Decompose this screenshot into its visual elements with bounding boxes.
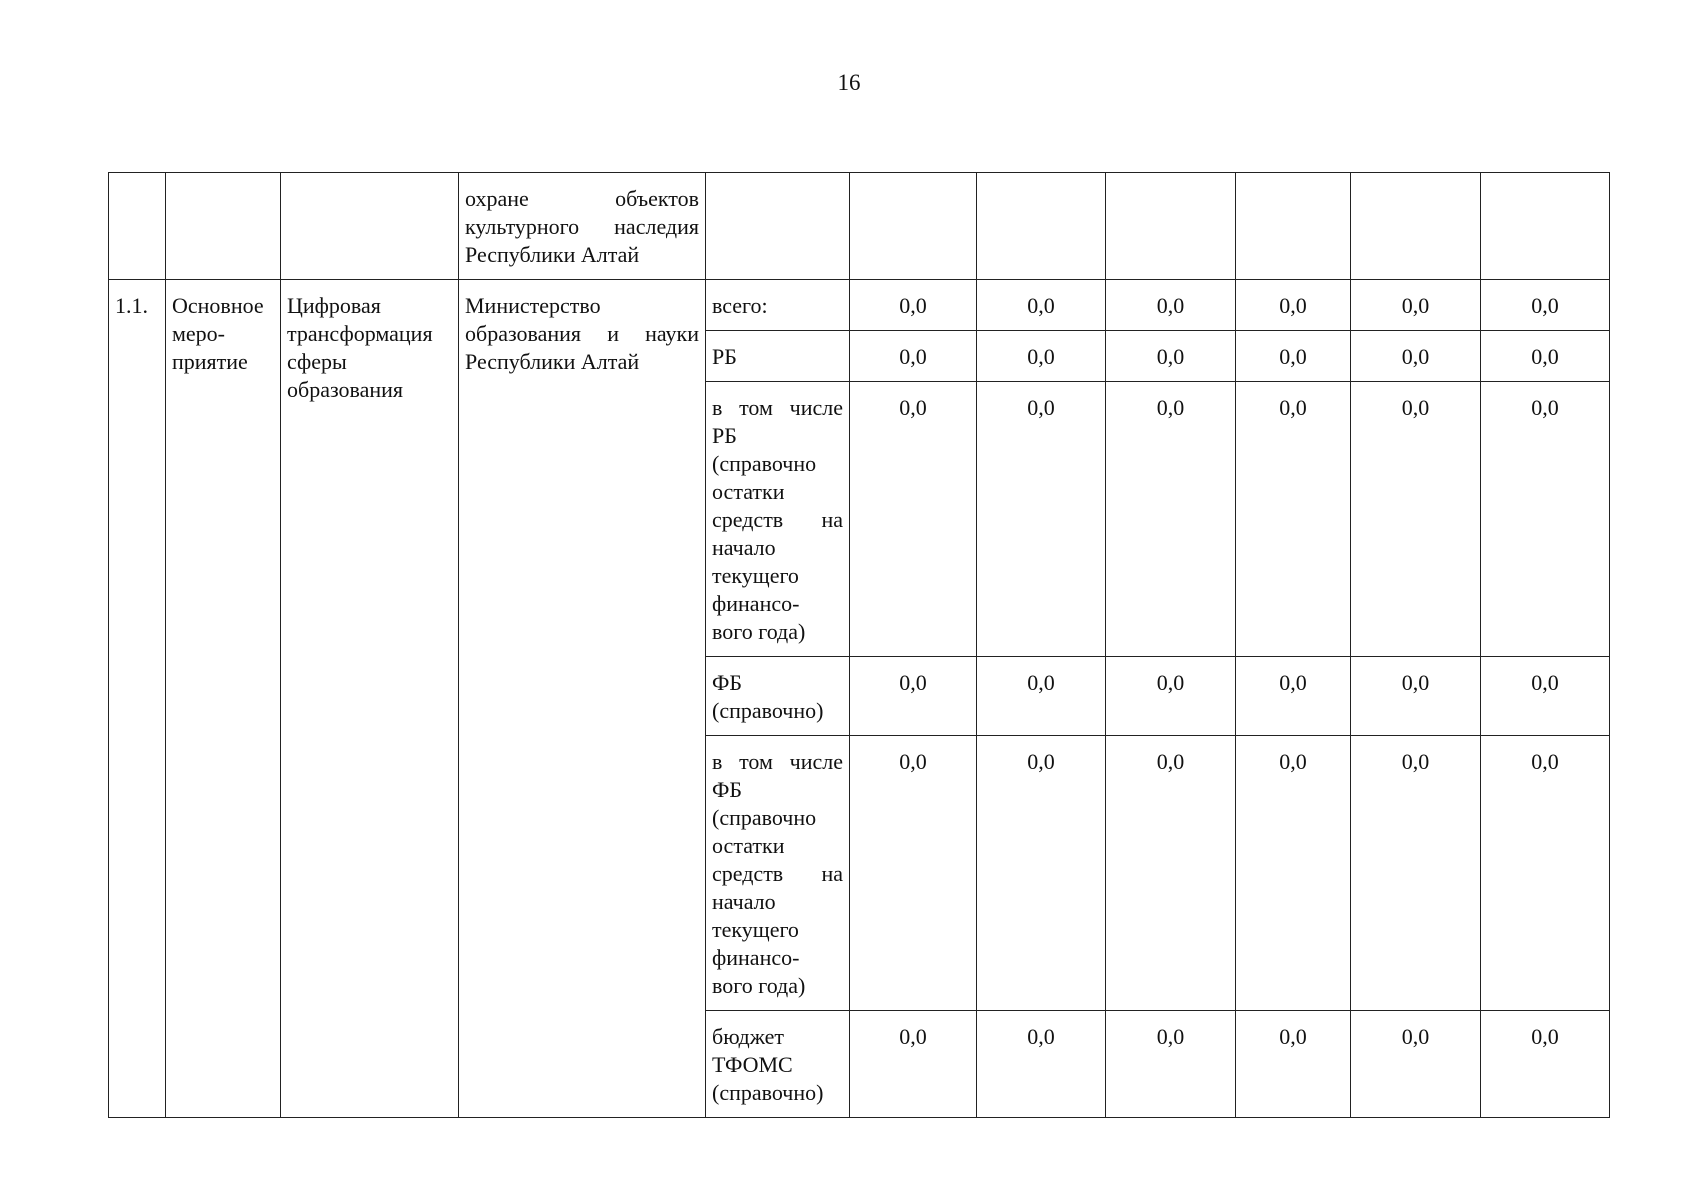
value-cell: 0,0: [977, 657, 1106, 736]
value-cell: 0,0: [1481, 1011, 1610, 1118]
value-cell: 0,0: [977, 280, 1106, 331]
continuation-row: [109, 173, 1610, 280]
value-cell: 0,0: [977, 331, 1106, 382]
value-cell: 0,0: [1351, 382, 1481, 657]
value-cell: 0,0: [850, 657, 977, 736]
value-cell: 0,0: [1481, 382, 1610, 657]
value-cell: 0,0: [977, 382, 1106, 657]
value-cell: 0,0: [1106, 382, 1236, 657]
value-cell: 0,0: [1481, 280, 1610, 331]
source-label: РБ: [706, 331, 850, 382]
value-cell: 0,0: [850, 382, 977, 657]
value-cell: 0,0: [1351, 331, 1481, 382]
source-label: ФБ (справочно): [706, 657, 850, 736]
page-number: 16: [837, 70, 861, 95]
source-label: в том числе РБ (справочно остатки средств на начало текущего финансо- вого года): [706, 382, 850, 657]
activity-name: Цифровая трансформация сферы образования: [281, 280, 459, 1118]
value-cell: 0,0: [1236, 736, 1351, 1011]
budget-table: [108, 172, 1610, 1118]
value-cell: 0,0: [1236, 657, 1351, 736]
value-cell: 0,0: [850, 1011, 977, 1118]
source-label: всего:: [706, 280, 850, 331]
value-cell: 0,0: [1351, 736, 1481, 1011]
value-cell: 0,0: [1106, 331, 1236, 382]
value-cell: 0,0: [1106, 1011, 1236, 1118]
value-cell: 0,0: [1106, 280, 1236, 331]
value-cell: 0,0: [1481, 657, 1610, 736]
row-number: 1.1.: [109, 280, 166, 1118]
value-cell: 0,0: [1351, 657, 1481, 736]
value-cell: 0,0: [1106, 657, 1236, 736]
value-cell: 0,0: [1481, 736, 1610, 1011]
executor: Министерство образования и науки Республики Алтай: [459, 280, 706, 1118]
value-cell: 0,0: [1351, 1011, 1481, 1118]
value-cell: 0,0: [850, 280, 977, 331]
value-cell: 0,0: [1106, 736, 1236, 1011]
activity-type: Основное меро- приятие: [166, 280, 281, 1118]
value-cell: 0,0: [1481, 331, 1610, 382]
value-cell: 0,0: [1236, 331, 1351, 382]
value-cell: 0,0: [1236, 382, 1351, 657]
value-cell: 0,0: [1236, 1011, 1351, 1118]
source-row: [109, 280, 1610, 331]
value-cell: 0,0: [977, 736, 1106, 1011]
continuation-text: охране объектов культурного наследия Республики Алтай: [459, 173, 706, 280]
value-cell: 0,0: [977, 1011, 1106, 1118]
value-cell: 0,0: [1351, 280, 1481, 331]
value-cell: 0,0: [850, 331, 977, 382]
source-label: бюджет ТФОМС (справочно): [706, 1011, 850, 1118]
source-label: в том числе ФБ (справочно остатки средств на начало текущего финансо- вого года): [706, 736, 850, 1011]
value-cell: 0,0: [1236, 280, 1351, 331]
value-cell: 0,0: [850, 736, 977, 1011]
